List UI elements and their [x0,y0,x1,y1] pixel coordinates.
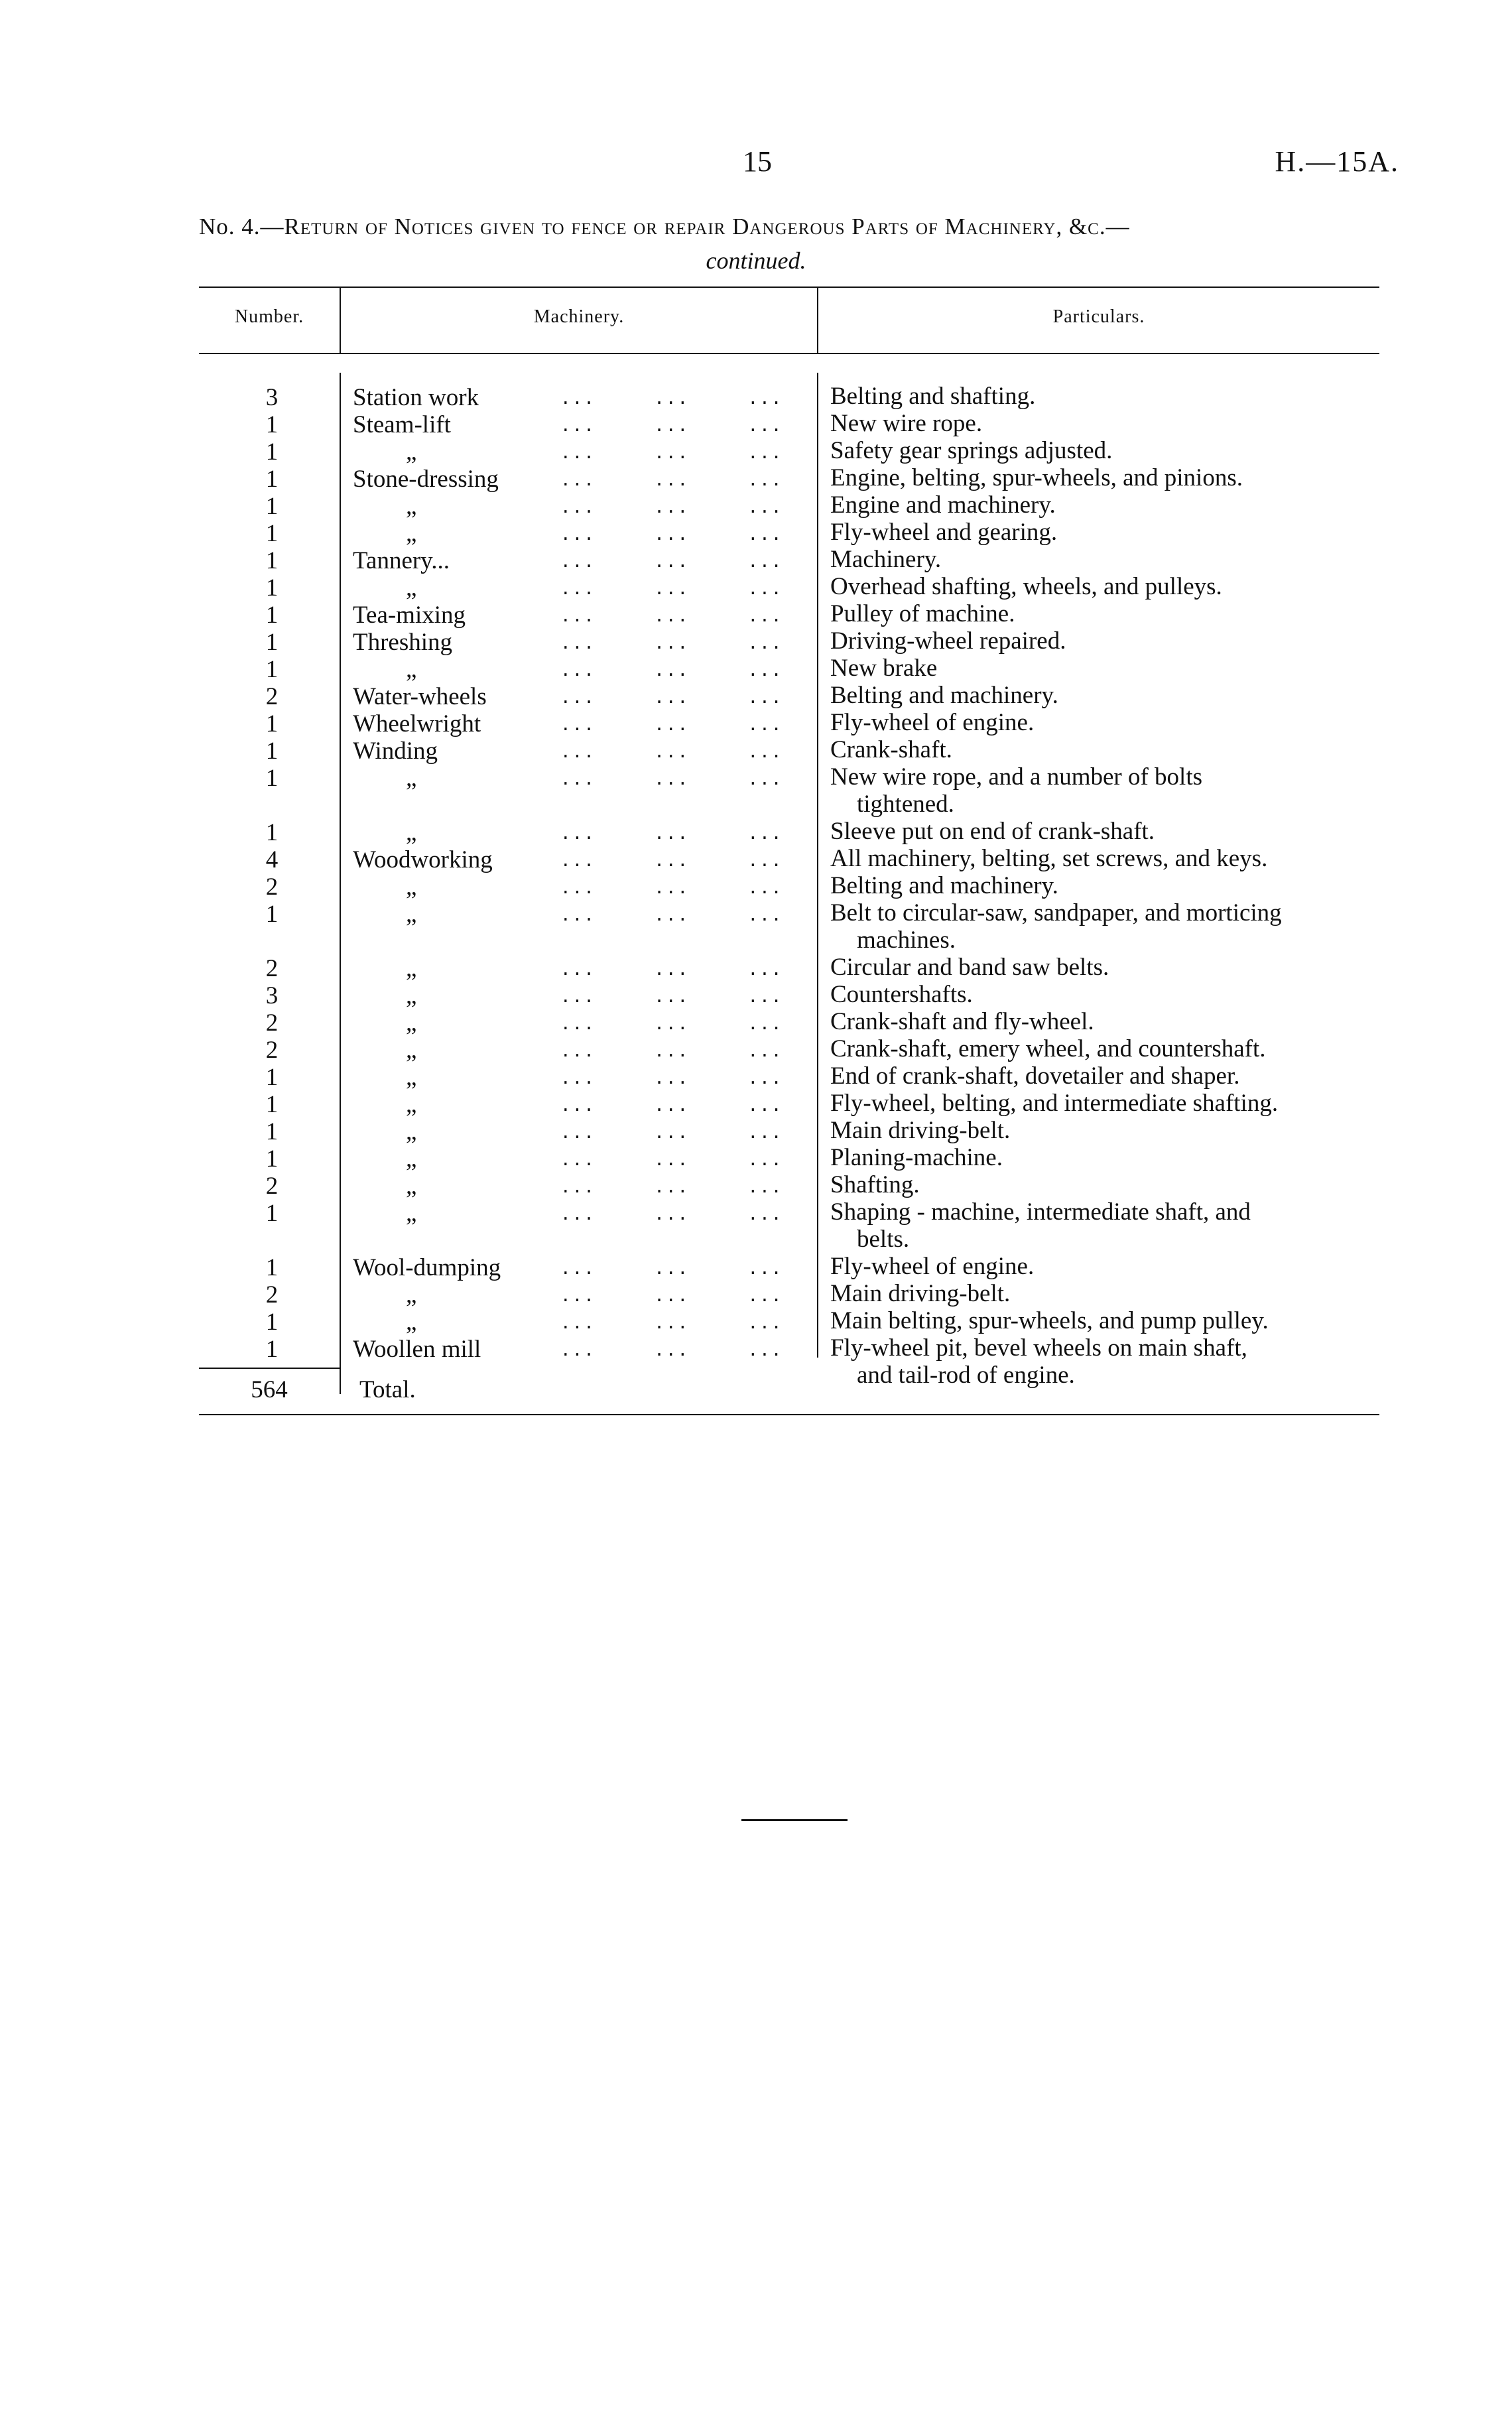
caption-prefix: No. 4.— [199,214,284,239]
row-leader-dots: ... ... ... [560,579,783,599]
table-row [199,846,1379,872]
table-row [199,546,1379,573]
row-leader-dots: ... ... ... [560,470,783,490]
row-leader-dots: ... ... ... [560,1259,783,1279]
row-machinery: „ [406,1091,417,1118]
row-machinery: „ [406,1118,417,1145]
row-leader-dots: ... ... ... [560,905,783,925]
row-number: 1 [265,1064,279,1091]
row-machinery: „ [406,765,417,792]
table-row [199,411,1379,437]
row-leader-dots: ... ... ... [560,742,783,762]
row-number: 2 [265,873,279,901]
table-row [199,465,1379,491]
row-number: 1 [265,656,279,683]
row-machinery: „ [406,1145,417,1173]
row-leader-dots: ... ... ... [560,416,783,436]
row-particulars: Shafting. [830,1171,920,1198]
row-number: 2 [265,1173,279,1200]
row-particulars: Fly-wheel of engine. [830,1253,1035,1280]
table-row [199,628,1379,655]
row-particulars-continued: machines. [857,926,956,954]
row-machinery: Stone-dressing [353,466,499,493]
row-number: 1 [265,1145,279,1173]
page-number: 15 [743,145,772,178]
row-number: 2 [265,1281,279,1309]
row-number: 1 [265,765,279,792]
row-number: 1 [265,520,279,547]
total-rule [199,1368,340,1369]
row-number: 1 [265,1254,279,1281]
row-particulars: Main driving-belt. [830,1280,1011,1307]
row-machinery: Threshing [353,629,453,656]
row-number: 1 [265,438,279,466]
row-machinery: „ [406,520,417,547]
row-leader-dots: ... ... ... [560,851,783,871]
row-leader-dots: ... ... ... [560,1150,783,1170]
table-row [199,763,1379,818]
row-number: 2 [265,1009,279,1037]
end-rule [741,1819,848,1821]
row-number: 1 [265,901,279,928]
row-leader-dots: ... ... ... [560,443,783,463]
table-row [199,899,1379,954]
row-particulars: New wire rope. [830,410,983,437]
row-particulars: Fly-wheel pit, bevel wheels on main shaft, [830,1334,1247,1362]
row-leader-dots: ... ... ... [560,1340,783,1360]
row-particulars: Belt to circular-saw, sandpaper, and morticing [830,899,1282,926]
row-particulars: Fly-wheel, belting, and intermediate shafting. [830,1090,1279,1117]
row-leader-dots: ... ... ... [560,389,783,409]
row-leader-dots: ... ... ... [560,497,783,517]
row-machinery: „ [406,873,417,901]
row-particulars: End of crank-shaft, dovetailer and shaper. [830,1062,1240,1090]
table-row [199,1308,1379,1334]
row-particulars-continued: tightened. [857,791,954,818]
row-leader-dots: ... ... ... [560,606,783,626]
row-machinery: Steam-lift [353,411,451,438]
table-row [199,1036,1379,1062]
row-leader-dots: ... ... ... [560,1068,783,1088]
table-row [199,1090,1379,1117]
total-label: Total. [359,1376,416,1403]
row-leader-dots: ... ... ... [560,525,783,544]
table-row [199,601,1379,627]
row-leader-dots: ... ... ... [560,960,783,980]
row-particulars: Main belting, spur-wheels, and pump pulley. [830,1307,1269,1334]
row-number: 1 [265,819,279,846]
row-number: 1 [265,466,279,493]
row-particulars: Belting and machinery. [830,682,1058,709]
row-number: 1 [265,1200,279,1227]
row-machinery: Water-wheels [353,683,487,710]
row-number: 1 [265,1118,279,1145]
row-leader-dots: ... ... ... [560,1041,783,1061]
row-particulars: Driving-wheel repaired. [830,627,1066,655]
row-particulars: Engine and machinery. [830,491,1056,519]
row-machinery: „ [406,819,417,846]
row-machinery: „ [406,1037,417,1064]
row-leader-dots: ... ... ... [560,1204,783,1224]
row-machinery: „ [406,1064,417,1091]
row-machinery: „ [406,955,417,982]
row-particulars: Crank-shaft, emery wheel, and countershaft. [830,1035,1266,1062]
row-machinery: „ [406,1281,417,1309]
row-leader-dots: ... ... ... [560,1123,783,1143]
row-leader-dots: ... ... ... [560,688,783,708]
table-row [199,1334,1379,1389]
row-leader-dots: ... ... ... [560,552,783,572]
table-row [199,737,1379,763]
row-machinery: Wool-dumping [353,1254,501,1281]
row-leader-dots: ... ... ... [560,1313,783,1333]
table-caption [199,214,1379,240]
table-row [199,1172,1379,1198]
row-particulars: Sleeve put on end of crank-shaft. [830,818,1155,845]
row-leader-dots: ... ... ... [560,878,783,898]
row-particulars: Belting and shafting. [830,383,1036,410]
row-particulars: Belting and machinery. [830,872,1058,899]
row-leader-dots: ... ... ... [560,661,783,680]
row-machinery: „ [406,1309,417,1336]
row-leader-dots: ... ... ... [560,987,783,1007]
table-row [199,873,1379,899]
row-particulars: Safety gear springs adjusted. [830,437,1113,464]
row-number: 1 [265,710,279,737]
row-number: 1 [265,602,279,629]
row-leader-dots: ... ... ... [560,1014,783,1034]
table-row [199,1198,1379,1253]
row-number: 1 [265,547,279,574]
row-machinery: „ [406,982,417,1009]
row-machinery: Woollen mill [353,1336,481,1363]
row-particulars: Shaping - machine, intermediate shaft, and [830,1198,1251,1226]
row-number: 2 [265,683,279,710]
table-bottom-rule [199,1414,1379,1415]
row-particulars: New brake [830,655,938,682]
row-machinery: „ [406,574,417,602]
table-row [199,1009,1379,1035]
row-particulars: Main driving-belt. [830,1117,1011,1144]
row-particulars: New wire rope, and a number of bolts [830,763,1202,791]
column-header-machinery: Machinery. [533,306,625,327]
table-row [199,383,1379,410]
row-number: 3 [265,982,279,1009]
notices-table [199,287,1379,1427]
table-row [199,982,1379,1008]
row-leader-dots: ... ... ... [560,1096,783,1116]
row-machinery: Wheelwright [353,710,481,737]
page-reference: H.—15A. [1275,145,1399,178]
row-particulars-continued: and tail-rod of engine. [857,1362,1075,1389]
header-bottom-rule [199,353,1379,354]
row-particulars: Countershafts. [830,981,973,1008]
row-machinery: Woodworking [353,846,493,873]
row-particulars: Overhead shafting, wheels, and pulleys. [830,573,1222,600]
row-machinery: „ [406,901,417,928]
row-leader-dots: ... ... ... [560,1177,783,1197]
table-row [199,1281,1379,1307]
row-particulars: Crank-shaft. [830,736,952,763]
row-machinery: „ [406,656,417,683]
table-row [199,492,1379,519]
row-machinery: „ [406,1200,417,1227]
row-particulars: Planing-machine. [830,1144,1003,1171]
row-number: 1 [265,1336,279,1363]
row-number: 1 [265,1091,279,1118]
row-leader-dots: ... ... ... [560,824,783,844]
table-row [199,682,1379,709]
row-particulars: Circular and band saw belts. [830,954,1109,981]
row-number: 2 [265,1037,279,1064]
row-machinery: „ [406,493,417,520]
row-number: 1 [265,629,279,656]
row-particulars-continued: belts. [857,1226,910,1253]
row-machinery: Station work [353,384,479,411]
row-number: 1 [265,574,279,602]
row-machinery: Winding [353,737,438,765]
row-machinery: „ [406,1173,417,1200]
row-number: 4 [265,846,279,873]
row-number: 2 [265,955,279,982]
row-particulars: Crank-shaft and fly-wheel. [830,1008,1094,1035]
row-leader-dots: ... ... ... [560,769,783,789]
row-particulars: Fly-wheel and gearing. [830,519,1058,546]
table-row [199,1253,1379,1280]
table-row [199,438,1379,464]
row-particulars: Engine, belting, spur-wheels, and pinions. [830,464,1243,491]
row-machinery: Tannery... [353,547,450,574]
row-particulars: Machinery. [830,546,942,573]
row-number: 3 [265,384,279,411]
row-number: 1 [265,1309,279,1336]
table-row [199,655,1379,682]
row-machinery: Tea-mixing [353,602,466,629]
column-header-particulars: Particulars. [1052,306,1145,327]
total-number: 564 [251,1376,288,1403]
table-row [199,574,1379,600]
column-header-number: Number. [234,306,304,327]
table-row [199,1118,1379,1144]
row-particulars: Fly-wheel of engine. [830,709,1035,736]
row-number: 1 [265,493,279,520]
table-top-rule [199,287,1379,288]
row-leader-dots: ... ... ... [560,1286,783,1306]
row-machinery: „ [406,438,417,466]
table-row [199,954,1379,981]
table-row [199,710,1379,736]
row-particulars: Pulley of machine. [830,600,1015,627]
row-machinery: „ [406,1009,417,1037]
row-number: 1 [265,411,279,438]
table-row [199,519,1379,546]
caption-title: Return of Notices given to fence or repair Dangerous Parts of Machinery, &c.— [284,214,1130,239]
row-particulars: All machinery, belting, set screws, and keys. [830,845,1268,872]
row-leader-dots: ... ... ... [560,633,783,653]
table-row [199,818,1379,845]
table-row [199,1063,1379,1090]
row-number: 1 [265,737,279,765]
row-leader-dots: ... ... ... [560,715,783,735]
caption-continued: continued. [706,247,806,274]
table-row [199,1145,1379,1171]
